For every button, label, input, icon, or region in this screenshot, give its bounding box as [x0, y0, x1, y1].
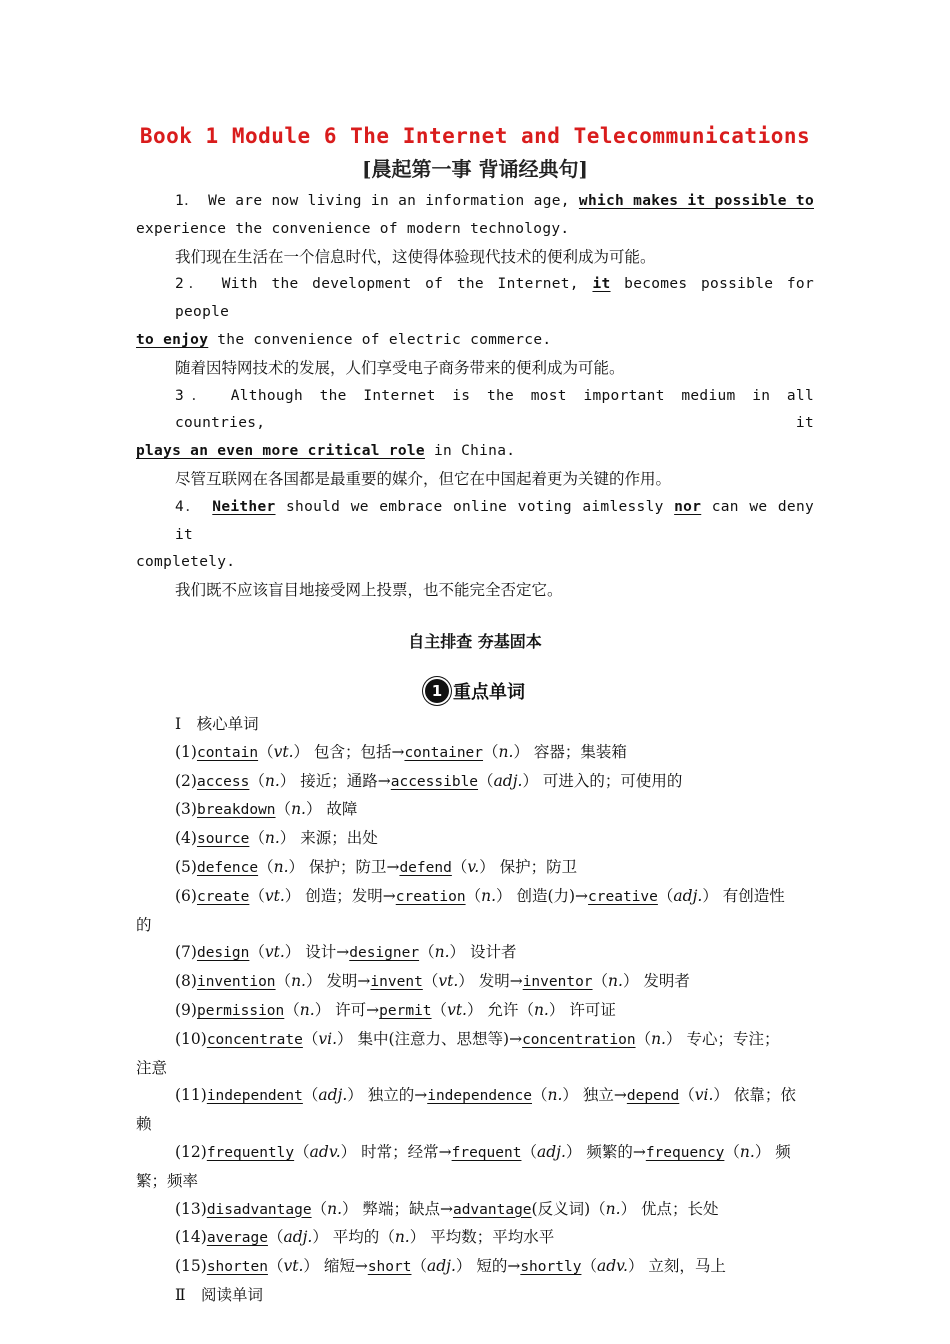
meaning: 容器；集装箱 [528, 742, 627, 761]
item-number: (9) [175, 1000, 197, 1019]
pos-abbrev: n. [299, 1000, 315, 1019]
meaning: 独立的→ [362, 1086, 428, 1105]
pos-abbrev: n. [608, 972, 623, 991]
vocab-item-wrap: 繁；频率 [136, 1171, 199, 1190]
pos-abbrev: vt. [283, 1257, 304, 1276]
pos-abbrev: adv. [309, 1142, 341, 1161]
part-of-speech: （adj.） [267, 1228, 328, 1247]
vocab-word: frequent [451, 1144, 522, 1161]
key-phrase: it [592, 276, 611, 293]
part-of-speech: （n.） [311, 1199, 358, 1218]
meaning: 包含；包括→ [309, 742, 405, 761]
meaning: 保护；防卫 [494, 857, 578, 876]
meaning: 依靠；依 [728, 1086, 796, 1105]
page-title: Book 1 Module 6 The Internet and Telecommunications [139, 124, 811, 148]
pos-abbrev: vi. [694, 1086, 714, 1105]
item-number: (14) [175, 1228, 207, 1247]
part-of-speech: （n.） [635, 1029, 682, 1048]
item-number: (11) [175, 1086, 207, 1105]
vocab-item [136, 997, 814, 1026]
meaning: 时常；经常→ [356, 1142, 452, 1161]
meaning: 平均的 [327, 1228, 380, 1247]
pos-abbrev: adj. [318, 1086, 348, 1105]
part-of-speech: （vt.） [258, 742, 310, 761]
part-of-speech: （n.） [249, 829, 296, 848]
vocab-word: shortly [520, 1259, 582, 1276]
item-number: (15) [175, 1257, 207, 1276]
pos-abbrev: adj. [673, 886, 703, 905]
vocab-word: depend [626, 1088, 680, 1105]
key-phrase: Neither [212, 498, 276, 515]
vocab-item-wrap: 的 [136, 915, 152, 934]
meaning: 故障 [321, 800, 358, 819]
vocab-word: create [196, 888, 250, 905]
vocab-word: shorten [206, 1259, 268, 1276]
meaning: 许可→ [330, 1000, 380, 1019]
sentence-1-en-line1: 1． We are now living in an information age, which makes it possible to [175, 193, 814, 209]
item-number: (3) [175, 800, 197, 819]
vocab-list [136, 739, 814, 1282]
pos-abbrev: adj. [426, 1257, 456, 1276]
key-phrase: nor [674, 498, 702, 515]
pos-abbrev: adj. [283, 1228, 313, 1247]
part-of-speech: （v.） [451, 857, 495, 876]
part-of-speech: （n.） [284, 1000, 331, 1019]
vocab-word: frequently [206, 1144, 295, 1161]
pos-abbrev: n. [264, 829, 280, 848]
vocab-item [136, 1026, 814, 1055]
meaning: 缩短→ [318, 1257, 368, 1276]
vocab-word: container [404, 744, 484, 761]
key-phrase: to enjoy [136, 331, 209, 348]
vocab-word: accessible [390, 773, 479, 790]
section-title: 自主排查 夯基固本 [408, 631, 542, 651]
part-of-speech: (反义词) [531, 1199, 591, 1218]
pos-abbrev: adv. [596, 1257, 628, 1276]
vocab-word: invent [370, 974, 423, 991]
item-number: (10) [175, 1029, 207, 1048]
pos-abbrev: n. [605, 1199, 621, 1218]
vocab-word: independence [427, 1088, 532, 1105]
vocab-word: concentrate [206, 1031, 303, 1048]
pos-abbrev: n. [327, 1199, 343, 1218]
sentence-1-zh: 我们现在生活在一个信息时代，这使得体验现代技术的便利成为可能。 [175, 247, 656, 266]
vocab-word: design [196, 945, 250, 962]
vocab-item [136, 1253, 814, 1282]
sentence-2-zh: 随着因特网技术的发展，人们享受电子商务带来的便利成为可能。 [175, 358, 625, 377]
sentence-3-en-line1: 3． Although the Internet is the most important medium in all countries, it [175, 387, 814, 432]
meaning: 可进入的；可使用的 [537, 771, 683, 790]
page-subtitle: [晨起第一事 背诵经典句] [362, 157, 588, 181]
vocab-item [136, 939, 814, 968]
pos-abbrev: n. [394, 1228, 410, 1247]
vocab-word: advantage [452, 1201, 532, 1218]
pos-abbrev: n. [547, 1086, 563, 1105]
item-number: (1) [175, 742, 197, 761]
meaning: 来源；出处 [295, 829, 378, 848]
meaning: 优点；长处 [636, 1199, 719, 1218]
meaning: 频 [770, 1142, 791, 1161]
part-of-speech: （adj.） [411, 1257, 472, 1276]
pos-abbrev: v. [467, 857, 480, 876]
part-of-speech: （adj.） [302, 1086, 363, 1105]
vocab-item-wrap: 注意 [136, 1058, 168, 1077]
part-of-speech: （n.） [249, 771, 296, 790]
part-of-speech: （n.） [419, 943, 466, 962]
sentence-1-en-line2: experience the convenience of modern technology. [136, 220, 570, 237]
vocab-item [136, 1082, 814, 1111]
meaning: 立刻，马上 [643, 1257, 726, 1276]
pos-abbrev: n. [651, 1029, 666, 1048]
pos-abbrev: n. [291, 972, 306, 991]
pos-abbrev: vt. [264, 943, 285, 962]
item-number: (6) [175, 886, 197, 905]
pos-abbrev: vt. [447, 1000, 467, 1019]
item-number: (5) [175, 857, 197, 876]
sentence-4-zh: 我们既不应该盲目地接受网上投票，也不能完全否定它。 [175, 581, 563, 600]
meaning: 弊端；缺点→ [357, 1199, 453, 1218]
pos-abbrev: n. [291, 800, 306, 819]
vocab-item [136, 796, 814, 825]
sentence-4-en-line2: completely. [136, 554, 236, 571]
sentence-2-en-line1: 2． With the development of the Internet, it becomes possible for people [175, 276, 814, 321]
vocab-word: access [196, 773, 250, 790]
pos-abbrev: n. [533, 1000, 549, 1019]
vocab-item [136, 1224, 814, 1253]
pos-abbrev: vt. [273, 742, 294, 761]
part-of-speech: （vt.） [422, 972, 474, 991]
pos-abbrev: adj. [536, 1142, 566, 1161]
key-phrase: plays an even more critical role [136, 443, 425, 460]
vocab-word: source [196, 831, 250, 848]
number-circle-icon: 1 [425, 679, 449, 703]
part-of-speech: （vi.） [302, 1029, 353, 1048]
part-of-speech: （n.） [275, 972, 322, 991]
part-of-speech: （adj.） [521, 1142, 582, 1161]
meaning: 频繁的→ [581, 1142, 646, 1161]
document-page [136, 118, 814, 1310]
sentence-2-en-line2: to enjoy the convenience of electric commerce. [136, 331, 552, 348]
part-of-speech: （vt.） [249, 886, 301, 905]
meaning: 独立→ [577, 1086, 627, 1105]
vocab-item [136, 1196, 814, 1225]
vocab-item [136, 739, 814, 768]
vocab-word: average [206, 1230, 268, 1247]
vocab-word: frequency [645, 1144, 725, 1161]
meaning: 接近；通路→ [295, 771, 391, 790]
meaning: 平均数；平均水平 [425, 1228, 555, 1247]
item-number: (8) [175, 972, 197, 991]
meaning: 专心；专注； [681, 1029, 780, 1048]
part-of-speech: （adj.） [478, 771, 538, 790]
sentence-4-en-line1: 4． Neither should we embrace online voting aimlessly nor can we deny it [175, 498, 815, 543]
pos-abbrev: n. [264, 771, 280, 790]
part-of-speech: （vt.） [267, 1257, 319, 1276]
vocab-word: permission [196, 1002, 285, 1019]
pos-abbrev: vt. [264, 886, 285, 905]
vocab-item-wrap: 赖 [136, 1115, 152, 1134]
pos-abbrev: n. [434, 943, 450, 962]
sentence-3-zh: 尽管互联网在各国都是最重要的媒介，但它在中国起着更为关键的作用。 [175, 469, 672, 488]
part-of-speech: （adv.） [294, 1142, 357, 1161]
pos-abbrev: vi. [318, 1029, 338, 1048]
pos-abbrev: adj. [493, 771, 523, 790]
vocab-word: designer [349, 945, 420, 962]
part-of-speech: （n.） [275, 800, 322, 819]
meaning: 创造(力)→ [511, 886, 589, 905]
part-of-speech: （n.） [724, 1142, 771, 1161]
part-of-speech: （n.） [531, 1086, 578, 1105]
group-heading-core: Ⅰ 核心单词 [175, 714, 259, 733]
vocab-item [136, 883, 814, 912]
meaning: 允许 [482, 1000, 519, 1019]
item-number: (13) [175, 1199, 207, 1218]
pos-abbrev: vt. [438, 972, 459, 991]
vocab-word: defend [399, 859, 452, 876]
item-number: (12) [175, 1142, 207, 1161]
vocab-item [136, 768, 814, 797]
vocab-word: contain [196, 744, 259, 761]
pos-abbrev: n. [498, 742, 514, 761]
part-of-speech: （n.） [258, 857, 305, 876]
pos-abbrev: n. [481, 886, 497, 905]
part-of-speech: （n.） [483, 742, 529, 761]
part-of-speech: （n.） [590, 1199, 637, 1218]
pos-abbrev: n. [273, 857, 289, 876]
vocab-word: concentration [522, 1031, 636, 1048]
meaning: 短的→ [471, 1257, 521, 1276]
vocab-word: inventor [522, 974, 593, 991]
meaning: 有创造性 [717, 886, 785, 905]
part-of-speech: （vt.） [431, 1000, 483, 1019]
part-of-speech: （n.） [592, 972, 639, 991]
meaning: 发明者 [638, 972, 690, 991]
vocab-item [136, 968, 814, 997]
part-of-speech: （vi.） [679, 1086, 729, 1105]
part-of-speech: （n.） [518, 1000, 565, 1019]
item-number: (4) [175, 829, 197, 848]
group-heading-reading: Ⅱ 阅读单词 [175, 1285, 264, 1304]
vocab-heading [136, 671, 814, 711]
part-of-speech: （adv.） [581, 1257, 644, 1276]
item-number: (7) [175, 943, 197, 962]
pos-abbrev: n. [739, 1142, 755, 1161]
meaning: 许可证 [564, 1000, 616, 1019]
meaning: 发明→ [473, 972, 523, 991]
meaning: 保护；防卫→ [304, 857, 400, 876]
part-of-speech: （adj.） [657, 886, 718, 905]
vocab-word: permit [379, 1002, 432, 1019]
item-number: (2) [175, 771, 197, 790]
vocab-item [136, 825, 814, 854]
part-of-speech: （n.） [379, 1228, 426, 1247]
meaning: 设计者 [465, 943, 517, 962]
vocab-word: breakdown [196, 802, 276, 819]
vocab-heading-label: 重点单词 [453, 681, 525, 703]
sentence-3-en-line2: plays an even more critical role in China. [136, 443, 516, 460]
vocab-word: independent [206, 1088, 303, 1105]
vocab-word: defence [196, 859, 259, 876]
vocab-word: creative [588, 888, 658, 905]
vocab-item [136, 1139, 814, 1168]
part-of-speech: （vt.） [249, 943, 301, 962]
meaning: 发明→ [321, 972, 371, 991]
vocab-word: disadvantage [206, 1201, 312, 1218]
vocab-item [136, 854, 814, 883]
vocab-word: short [367, 1259, 412, 1276]
key-phrase: which makes it possible to [578, 193, 814, 209]
vocab-word: creation [395, 888, 466, 905]
meaning: 集中(注意力、思想等)→ [352, 1029, 523, 1048]
part-of-speech: （n.） [465, 886, 512, 905]
meaning: 设计→ [300, 943, 350, 962]
vocab-word: invention [196, 974, 276, 991]
meaning: 创造；发明→ [300, 886, 396, 905]
